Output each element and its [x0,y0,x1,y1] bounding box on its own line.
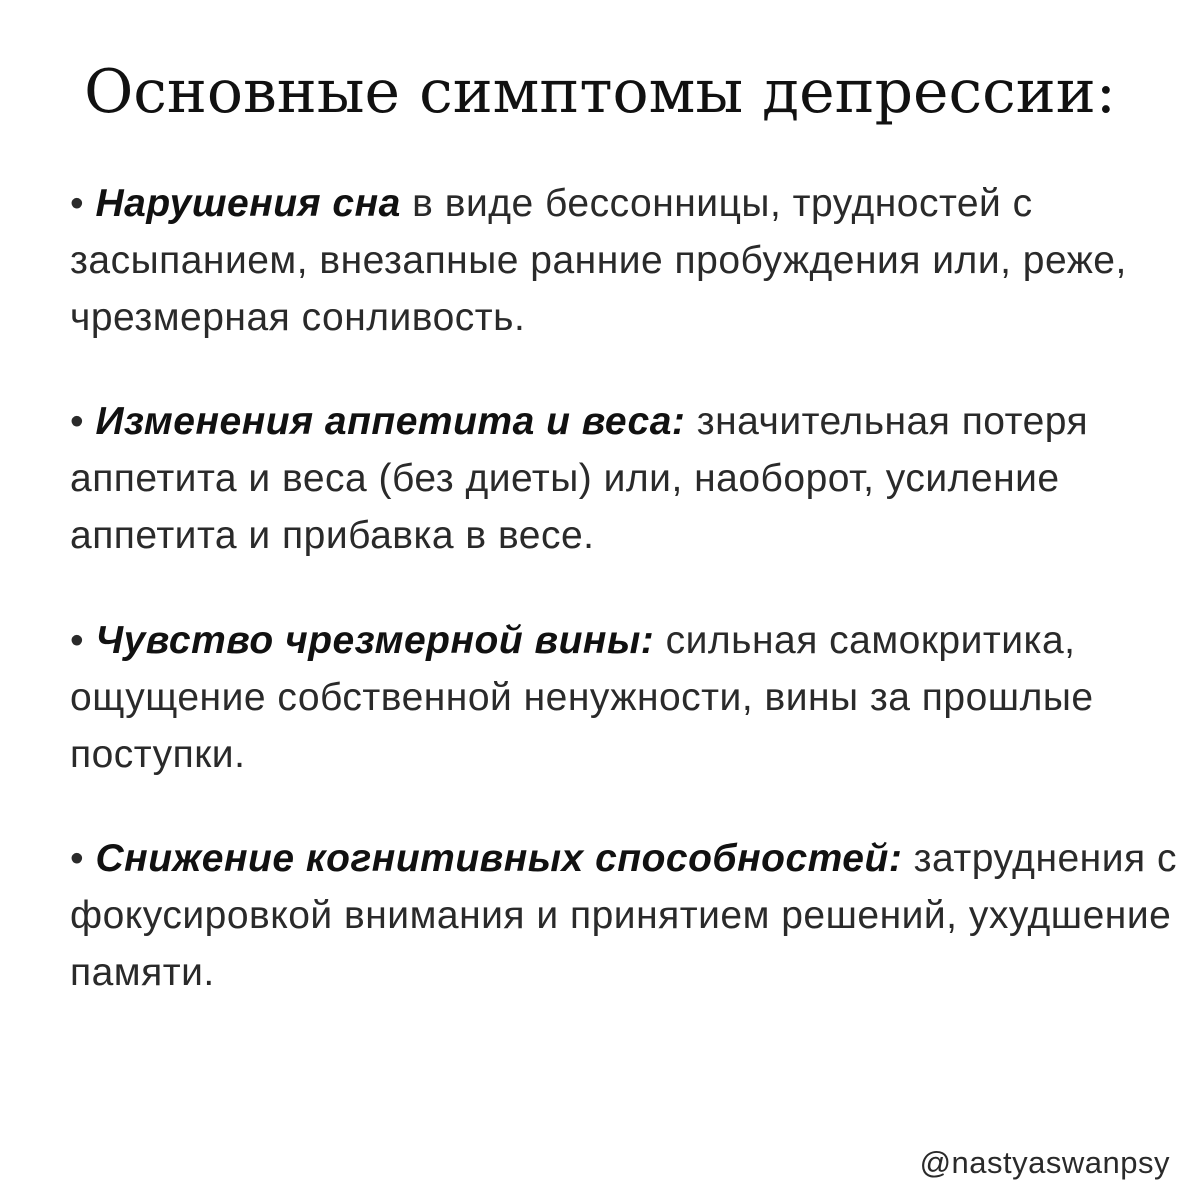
symptom-term: Чувство чрезмерной вины: [95,619,655,662]
bullet-icon: • [70,837,85,880]
bullet-icon: • [70,182,85,225]
symptom-sleep [70,175,1180,346]
symptom-cognitive [70,830,1180,1001]
symptom-guilt [70,612,1180,783]
bullet-icon: • [70,400,85,443]
symptom-description: значительная потеря аппетита и веса (без диеты) или, наоборот, усиление аппетита и прибавка в весе. [70,400,1089,557]
symptom-appetite [70,393,1180,564]
symptom-term: Нарушения сна [95,182,401,225]
author-handle: @nastyaswanpsy [919,1145,1170,1180]
symptom-description: в виде бессонницы, трудностей с засыпанием, внезапные ранние пробуждения или, реже, чрезмерная сонливость. [70,182,1127,339]
page-title: Основные симптомы депрессии: [84,57,1116,127]
symptom-term: Снижение когнитивных способностей: [95,837,903,880]
symptom-description: затруднения с фокусировкой внимания и принятием решений, ухудшение памяти. [70,837,1177,994]
bullet-icon: • [70,619,85,662]
symptom-term: Изменения аппетита и веса: [95,400,686,443]
symptom-description: сильная самокритика, ощущение собственной ненужности, вины за прошлые поступки. [70,619,1094,776]
